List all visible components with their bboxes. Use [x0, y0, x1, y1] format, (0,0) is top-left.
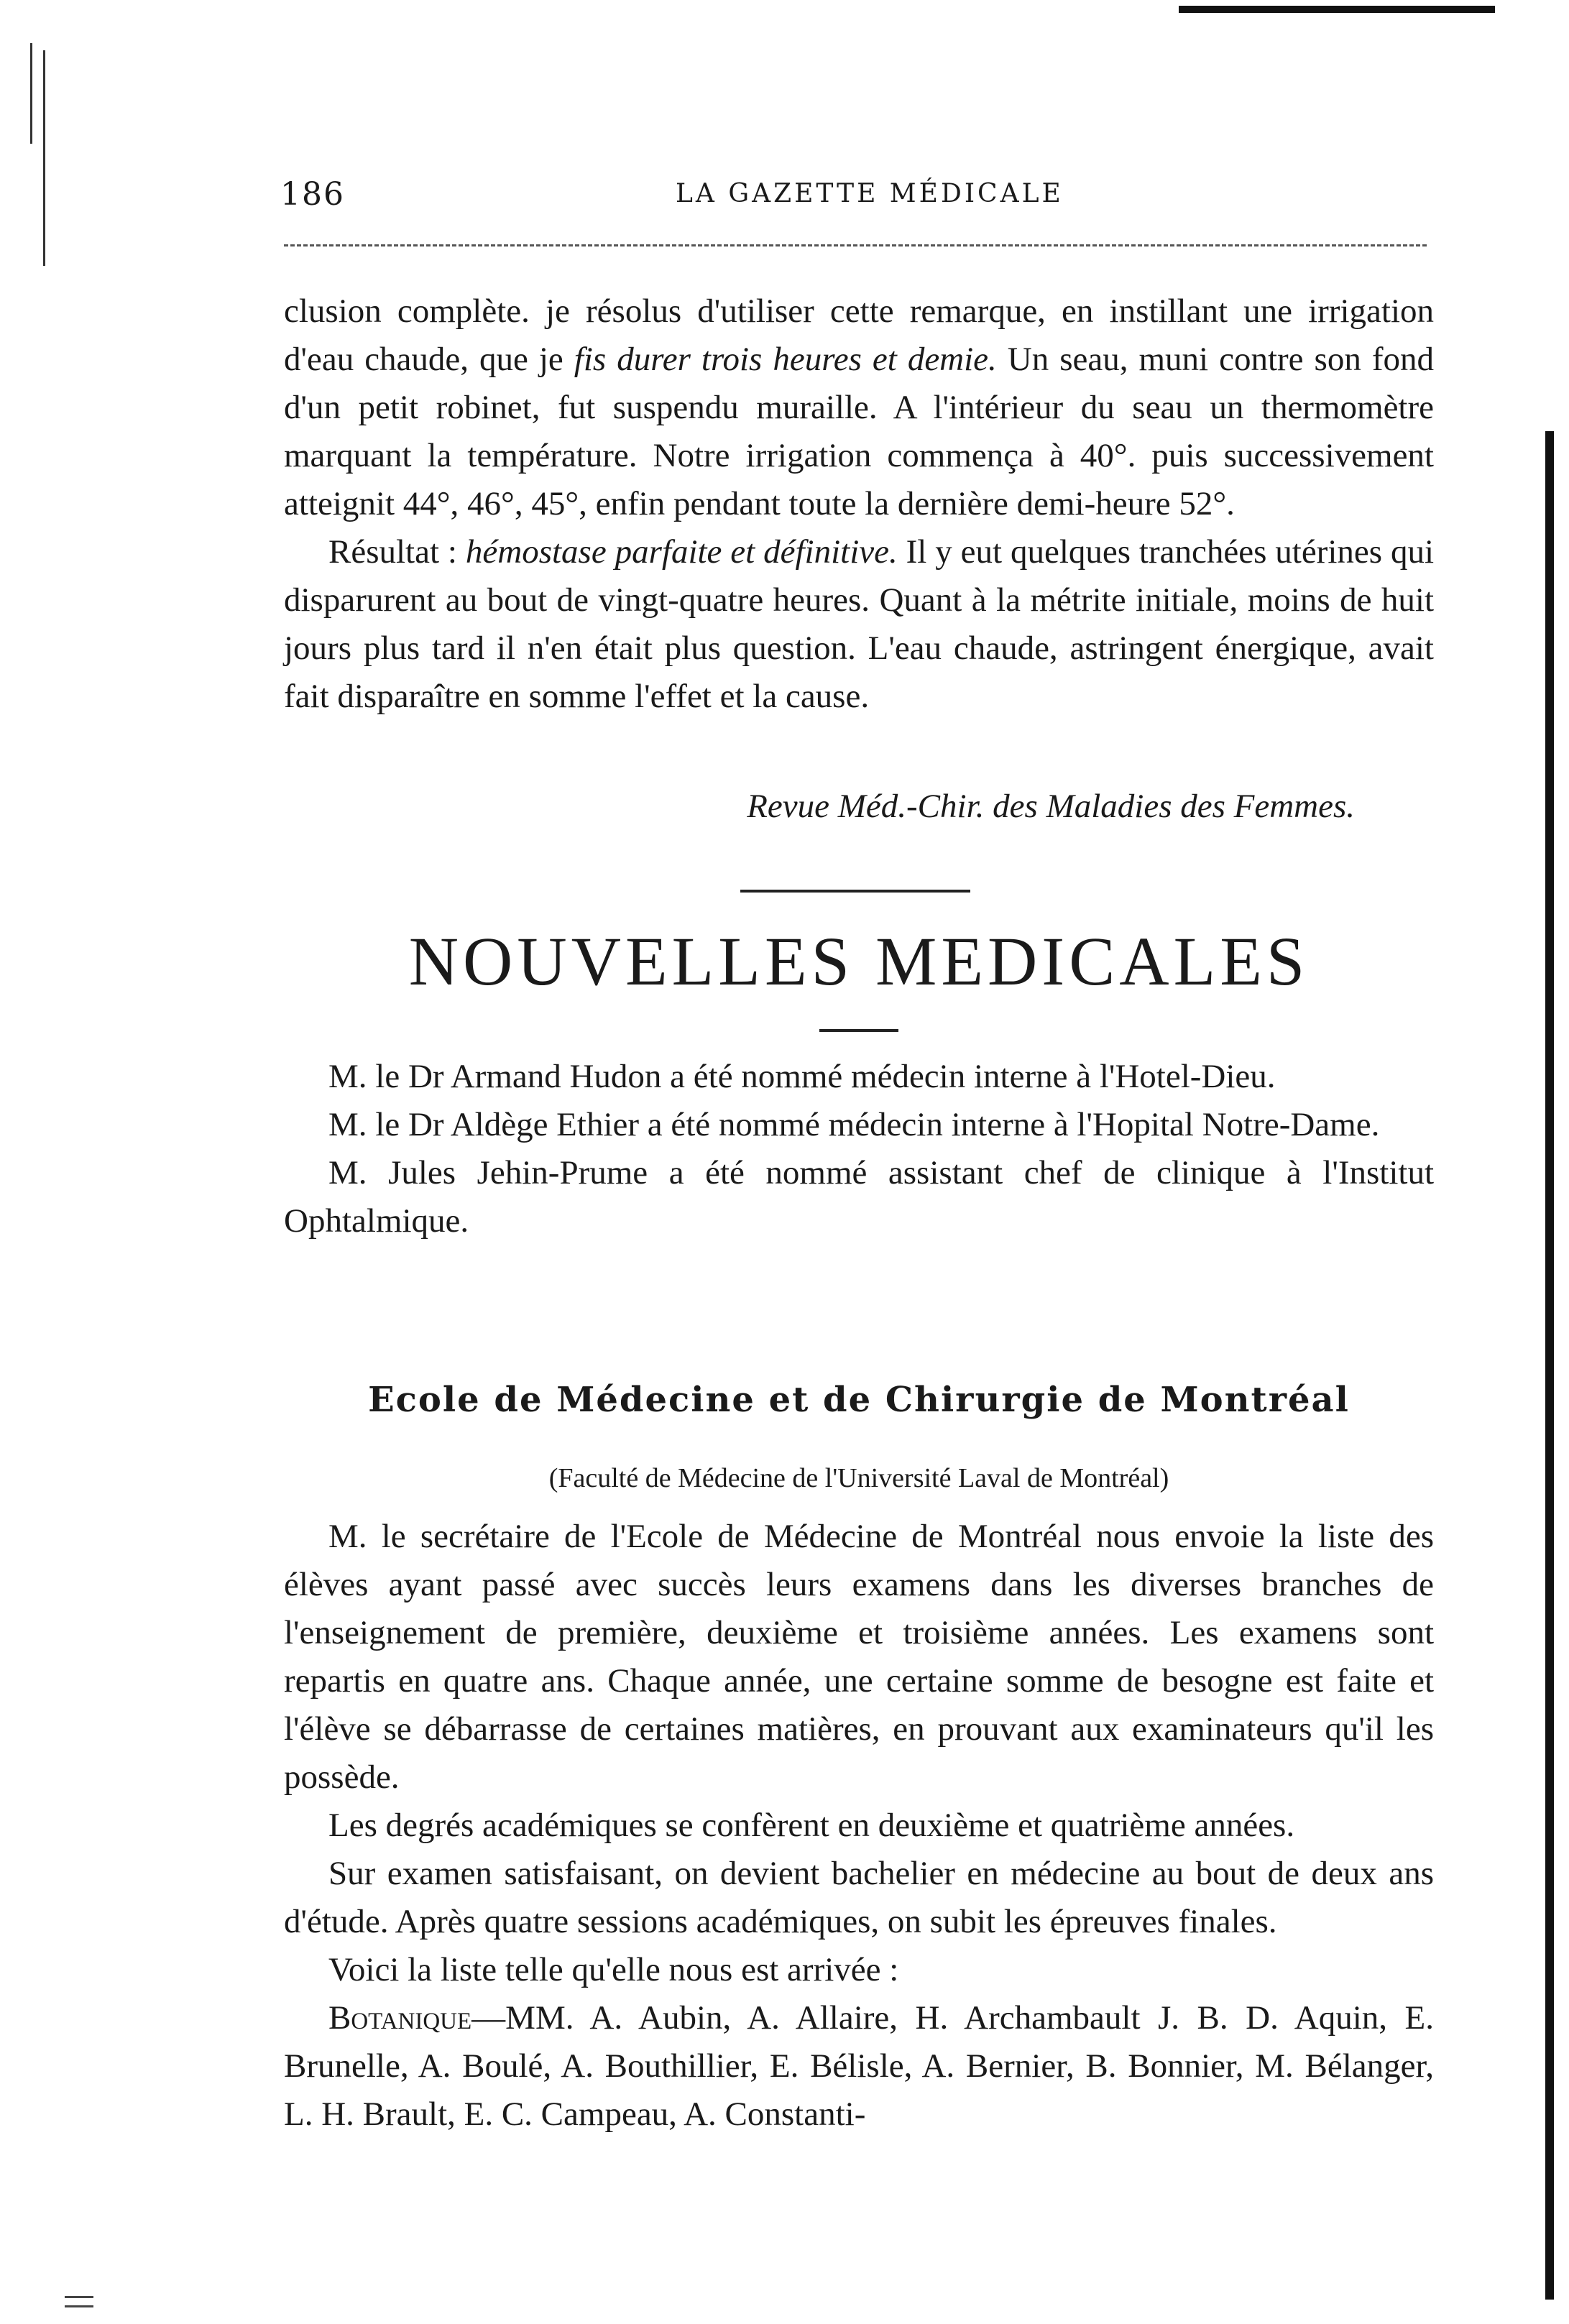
article-paragraph-2: Résultat : hémostase parfaite et définitive. Il y eut quelques tranchées utérines qui disparurent au bout de vingt-quatre heures. Quant à la métrite initiale, moins de huit jours plus tard il n'en était plus question. L'eau chaude, astringent énergique, avait fait disparaître en somme l'effet et la cause.: [284, 533, 1435, 715]
news-item: M. le Dr Aldège Ethier a été nommé médecin interne à l'Hopital Notre-Dame.: [328, 1106, 1380, 1143]
title-underline: [819, 1029, 898, 1032]
article-continuation: [284, 287, 1434, 721]
botanique-label: Botanique: [328, 1999, 472, 2037]
page-number: 186: [280, 176, 345, 213]
ecole-subheading: (Faculté de Médecine de l'Université Laval de Montréal): [548, 1463, 1169, 1493]
left-margin-marks: [27, 43, 56, 273]
top-edge-rule: [1179, 6, 1495, 13]
nouvelles-list: [284, 1053, 1434, 1245]
ecole-paragraph: Sur examen satisfaisant, on devient bachelier en médecine au bout de deux ans d'étude. Après quatre sessions académiques, on subit les épreuves finales.: [284, 1855, 1434, 1940]
ecole-paragraph: Voici la liste telle qu'elle nous est arrivée :: [328, 1951, 899, 1988]
right-edge-bar: [1545, 431, 1554, 2300]
news-item: M. le Dr Armand Hudon a été nommé médecin interne à l'Hotel-Dieu.: [328, 1058, 1276, 1095]
article-source: Revue Méd.-Chir. des Maladies des Femmes.: [747, 788, 1355, 825]
ecole-paragraph: Les degrés académiques se confèrent en deuxième et quatrième années.: [328, 1807, 1295, 1844]
header-rule: [284, 244, 1427, 246]
ecole-paragraph: M. le secrétaire de l'Ecole de Médecine de Montréal nous envoie la liste des élèves ayant passé avec succès leurs examens dans les diverses branches de l'enseignement de première, deuxième et troisième années. Les examens sont repartis en quatre ans. Chaque année, une certaine somme de besogne est faite et l'élève se débarrasse de certaines matières, en prouvant aux examinateurs qu'il les possède.: [284, 1518, 1434, 1796]
ecole-heading: Ecole de Médecine et de Chirurgie de Montréal: [368, 1380, 1350, 1420]
botanique-names: —MM. A. Aubin, A. Allaire, H. Archambault J. B. D. Aquin, E. Brunelle, A. Boulé, A. Bouthillier, E. Bélisle, A. Bernier, B. Bonnier, M. Bélanger, L. H. Brault, E. C. Campeau, A. Constanti-: [284, 1999, 1434, 2133]
footer-mark: [65, 2296, 93, 2307]
section-divider: [740, 890, 970, 893]
news-item: M. Jules Jehin-Prume a été nommé assistant chef de clinique à l'Institut Ophtalmique.: [284, 1154, 1434, 1240]
running-header: [280, 176, 1430, 219]
ecole-body: [284, 1513, 1434, 2139]
article-paragraph-1: clusion complète. je résolus d'utiliser cette remarque, en instillant une irrigation d'eau chaude, que je fis durer trois heures et demie. Un seau, muni contre son fond d'un petit robinet, fut suspendu muraille. A l'intérieur du seau un thermomètre marquant la température. Notre irrigation commença à 40°. puis successivement atteignit 44°, 46°, 45°, enfin pendant toute la dernière demi-heure 52°.: [284, 292, 1434, 522]
section-title: NOUVELLES MEDICALES: [408, 923, 1310, 1000]
running-title: LA GAZETTE MÉDICALE: [676, 179, 1064, 208]
botanique-list: [284, 1994, 1434, 2139]
